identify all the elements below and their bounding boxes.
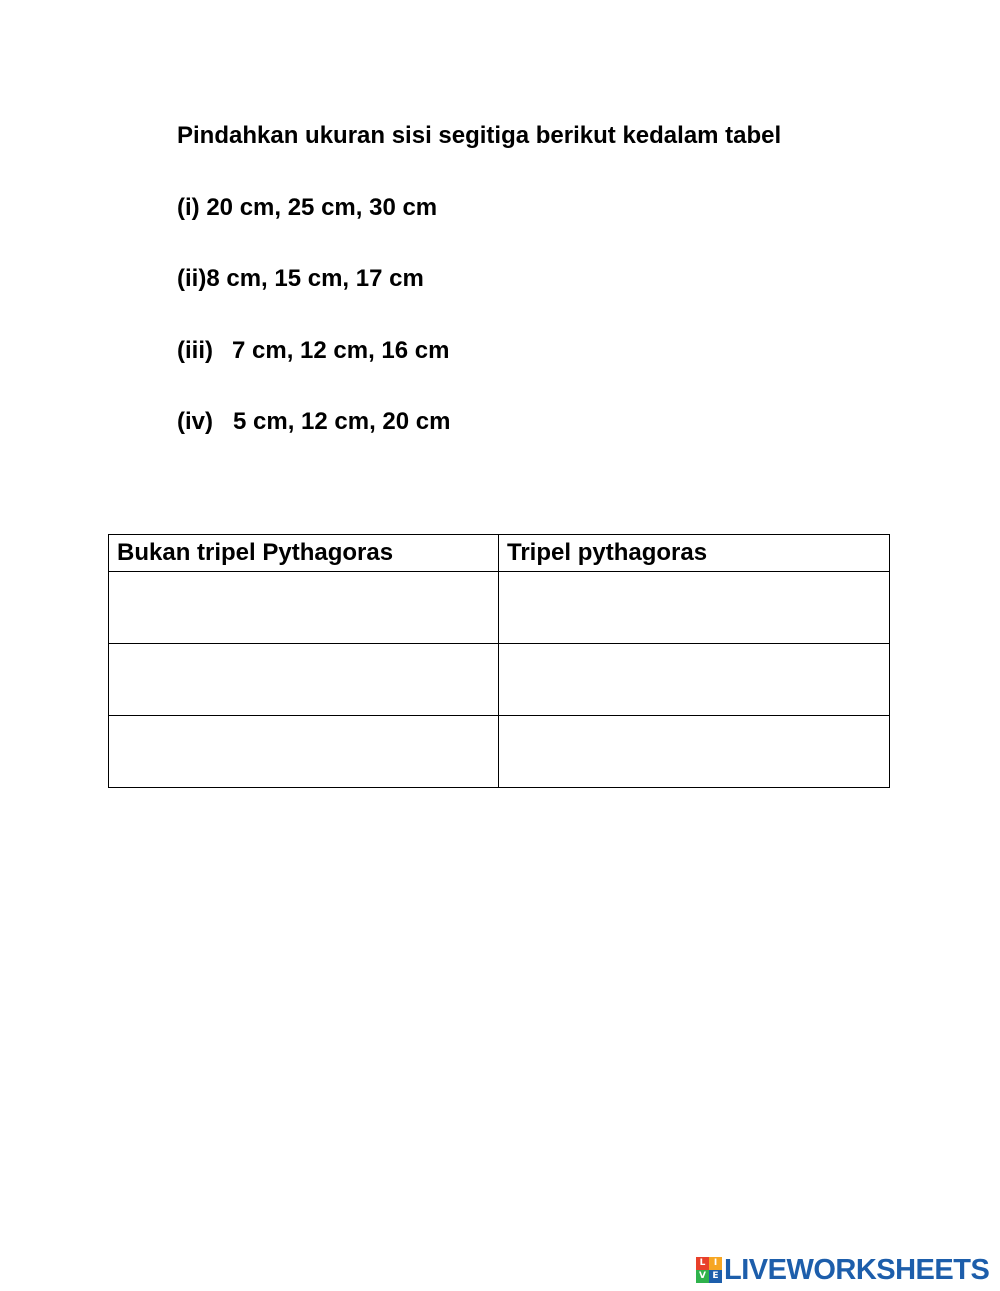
logo-block-e: E (709, 1270, 722, 1283)
logo-block-v: V (696, 1270, 709, 1283)
item-iv (177, 407, 450, 437)
item-label: (i) (177, 194, 200, 221)
brand-name: LIVEWORKSHEETS (724, 1253, 990, 1286)
table-row (109, 716, 890, 788)
liveworksheets-logo (696, 1253, 989, 1287)
table-header-row (109, 535, 890, 572)
live-blocks-icon (696, 1257, 722, 1283)
table-row (109, 644, 890, 716)
answer-drop-cell[interactable] (499, 572, 890, 644)
item-label: (iii) (177, 337, 213, 364)
answer-drop-cell[interactable] (499, 716, 890, 788)
answer-drop-cell[interactable] (109, 716, 499, 788)
item-text: 8 cm, 15 cm, 17 cm (206, 265, 424, 292)
header-bukan-tripel: Bukan tripel Pythagoras (109, 535, 499, 572)
item-label: (ii) (177, 265, 207, 292)
logo-block-i: I (709, 1257, 722, 1270)
answer-table (108, 534, 890, 788)
item-text: 20 cm, 25 cm, 30 cm (199, 194, 438, 221)
answer-drop-cell[interactable] (499, 644, 890, 716)
header-tripel: Tripel pythagoras (499, 535, 890, 572)
item-i (177, 193, 437, 223)
item-label: (iv) (177, 408, 213, 435)
item-text: 5 cm, 12 cm, 20 cm (233, 408, 451, 435)
item-iii (177, 336, 449, 366)
table-row (109, 572, 890, 644)
instruction-text: Pindahkan ukuran sisi segitiga berikut kedalam tabel (177, 122, 782, 149)
answer-drop-cell[interactable] (109, 644, 499, 716)
item-text: 7 cm, 12 cm, 16 cm (232, 337, 450, 364)
item-ii (177, 264, 424, 294)
logo-block-l: L (696, 1257, 709, 1270)
answer-drop-cell[interactable] (109, 572, 499, 644)
